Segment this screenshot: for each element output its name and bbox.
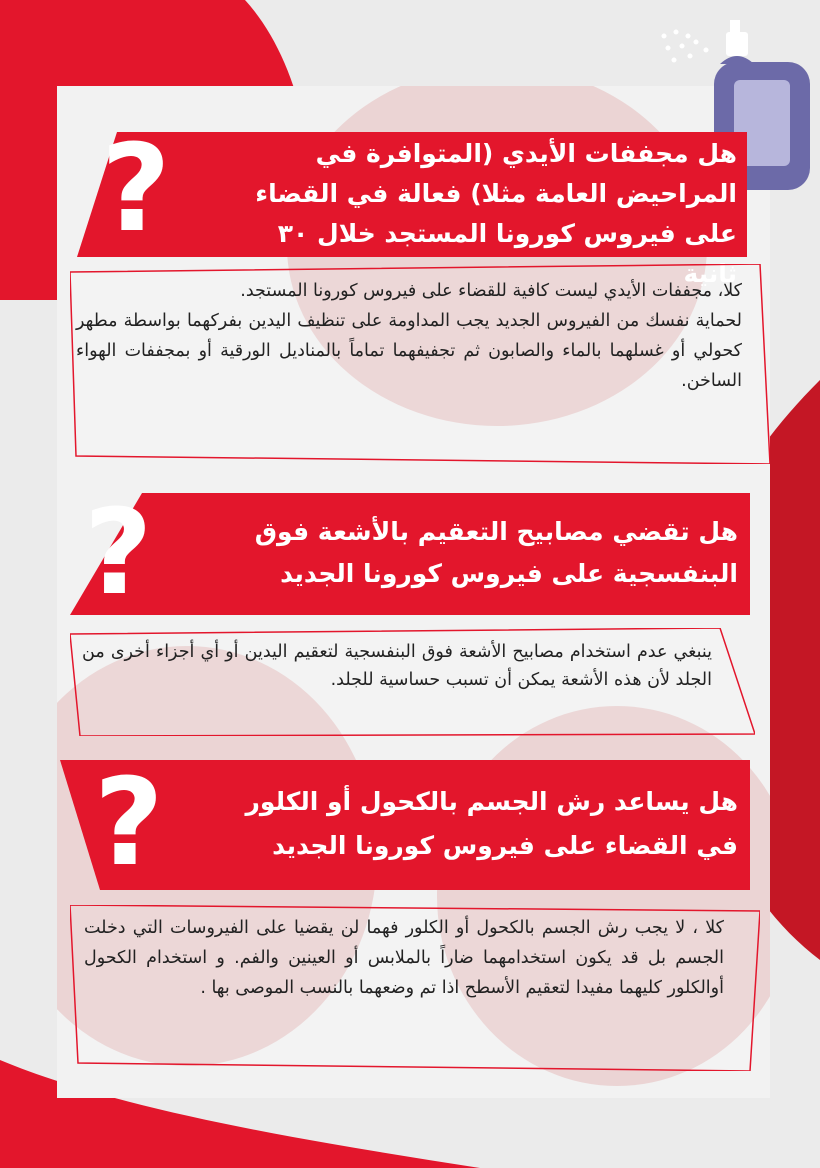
question-mark-icon: ? [84,483,153,621]
answer-text: ينبغي عدم استخدام مصابيح الأشعة فوق البنفسجية لتعقيم اليدين أو أي أجزاء أخرى من الجلد لأن هذه الأشعة يمكن أن تسبب حساسية للجلد. [82,642,712,690]
question-mark-icon: ? [94,754,164,893]
question-text: هل مجففات الأيدي (المتوافرة في المراحيض العامة مثلا) فعالة في القضاء على فيروس كورونا المستجد خلال ٣٠ [255,139,737,248]
answer-text: كلا، مجففات الأيدي ليست كافية للقضاء على فيروس كورونا المستجد. لحماية نفسك من الفيروس الجديد يجب المداومة على تنظيف اليدين بفركهما بواسطة مطهر كحولي أو غسلهما بالماء والصابون ثم تجفيفهما تماماً بالمناديل الورقية أو بمجففات الهواء الساخن. [76,281,742,391]
answer-text: كلا ، لا يجب رش الجسم بالكحول أو الكلور فهما لن يقضيا على الفيروسات التي دخلت الجسم بل قد يكون استخدامهما ضاراً بالملابس أو العينين والفم. و استخدام الكحول أوالكلور كليهما مفيدا لتعقيم الأسطح اذا تم وضعهما بالنسب الموصى بها . [84,918,724,998]
question-text: هل تقضي مصابيح التعقيم بالأشعة فوق البنفسجية على فيروس كورونا الجديد [254,517,738,588]
answer-box-1 [70,264,770,464]
question-text: هل يساعد رش الجسم بالكحول أو الكلور في القضاء على فيروس كورونا الجديد [245,787,738,860]
question-banner-2 [70,483,750,621]
answer-box-2 [70,628,755,736]
question-mark-icon: ? [101,120,171,259]
answer-box-3 [70,905,760,1071]
question-banner-1 [77,120,747,259]
question-banner-3 [60,754,750,893]
